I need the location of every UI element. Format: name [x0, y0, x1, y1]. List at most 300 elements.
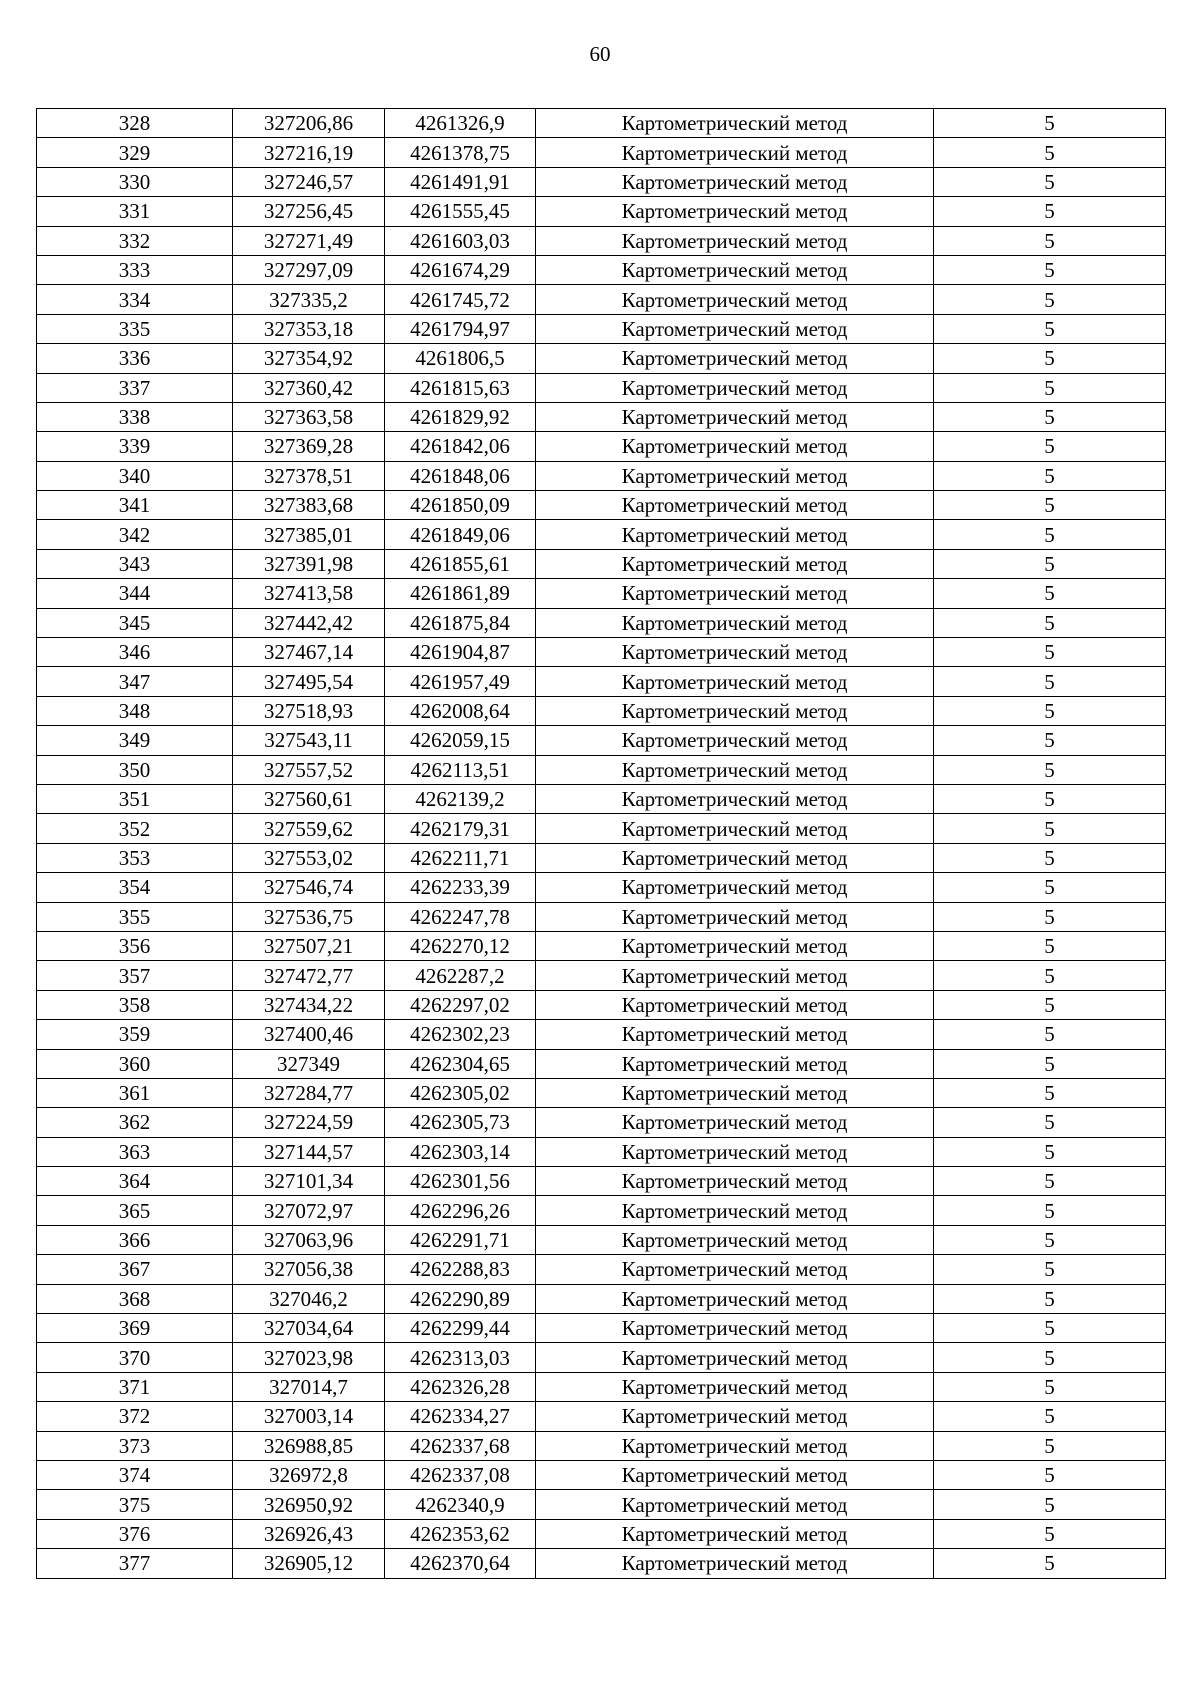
accuracy-cell: 5 [934, 1519, 1166, 1548]
method-cell: Картометрический метод [536, 197, 934, 226]
method-cell: Картометрический метод [536, 1078, 934, 1107]
table-row [37, 638, 1166, 667]
point-number-cell: 333 [37, 255, 233, 284]
x-coordinate-cell: 327378,51 [233, 461, 385, 490]
table-row [37, 961, 1166, 990]
table-row [37, 990, 1166, 1019]
x-coordinate-cell: 327543,11 [233, 726, 385, 755]
x-coordinate-cell: 326926,43 [233, 1519, 385, 1548]
table-row [37, 1372, 1166, 1401]
accuracy-cell: 5 [934, 990, 1166, 1019]
y-coordinate-cell: 4261957,49 [385, 667, 536, 696]
accuracy-cell: 5 [934, 1314, 1166, 1343]
x-coordinate-cell: 327046,2 [233, 1284, 385, 1313]
point-number-cell: 351 [37, 784, 233, 813]
method-cell: Картометрический метод [536, 314, 934, 343]
x-coordinate-cell: 327023,98 [233, 1343, 385, 1372]
point-number-cell: 330 [37, 167, 233, 196]
method-cell: Картометрический метод [536, 667, 934, 696]
point-number-cell: 336 [37, 344, 233, 373]
point-number-cell: 332 [37, 226, 233, 255]
accuracy-cell: 5 [934, 344, 1166, 373]
x-coordinate-cell: 327546,74 [233, 873, 385, 902]
point-number-cell: 372 [37, 1402, 233, 1431]
accuracy-cell: 5 [934, 784, 1166, 813]
point-number-cell: 377 [37, 1549, 233, 1578]
x-coordinate-cell: 327014,7 [233, 1372, 385, 1401]
accuracy-cell: 5 [934, 961, 1166, 990]
x-coordinate-cell: 326950,92 [233, 1490, 385, 1519]
accuracy-cell: 5 [934, 843, 1166, 872]
point-number-cell: 375 [37, 1490, 233, 1519]
point-number-cell: 356 [37, 931, 233, 960]
method-cell: Картометрический метод [536, 1460, 934, 1489]
accuracy-cell: 5 [934, 755, 1166, 784]
accuracy-cell: 5 [934, 461, 1166, 490]
method-cell: Картометрический метод [536, 432, 934, 461]
x-coordinate-cell: 327003,14 [233, 1402, 385, 1431]
y-coordinate-cell: 4262296,26 [385, 1196, 536, 1225]
point-number-cell: 346 [37, 638, 233, 667]
x-coordinate-cell: 327216,19 [233, 138, 385, 167]
y-coordinate-cell: 4262313,03 [385, 1343, 536, 1372]
point-number-cell: 341 [37, 491, 233, 520]
x-coordinate-cell: 327363,58 [233, 402, 385, 431]
y-coordinate-cell: 4262301,56 [385, 1167, 536, 1196]
x-coordinate-cell: 327369,28 [233, 432, 385, 461]
y-coordinate-cell: 4262008,64 [385, 696, 536, 725]
method-cell: Картометрический метод [536, 726, 934, 755]
x-coordinate-cell: 327297,09 [233, 255, 385, 284]
table-row [37, 1049, 1166, 1078]
y-coordinate-cell: 4261904,87 [385, 638, 536, 667]
point-number-cell: 348 [37, 696, 233, 725]
method-cell: Картометрический метод [536, 579, 934, 608]
x-coordinate-cell: 327413,58 [233, 579, 385, 608]
accuracy-cell: 5 [934, 873, 1166, 902]
table-row [37, 314, 1166, 343]
x-coordinate-cell: 326988,85 [233, 1431, 385, 1460]
method-cell: Картометрический метод [536, 1020, 934, 1049]
table-row [37, 167, 1166, 196]
y-coordinate-cell: 4261861,89 [385, 579, 536, 608]
table-row [37, 755, 1166, 784]
method-cell: Картометрический метод [536, 608, 934, 637]
accuracy-cell: 5 [934, 491, 1166, 520]
point-number-cell: 345 [37, 608, 233, 637]
y-coordinate-cell: 4262211,71 [385, 843, 536, 872]
method-cell: Картометрический метод [536, 549, 934, 578]
accuracy-cell: 5 [934, 1196, 1166, 1225]
x-coordinate-cell: 327224,59 [233, 1108, 385, 1137]
method-cell: Картометрический метод [536, 638, 934, 667]
accuracy-cell: 5 [934, 314, 1166, 343]
y-coordinate-cell: 4261849,06 [385, 520, 536, 549]
y-coordinate-cell: 4261491,91 [385, 167, 536, 196]
x-coordinate-cell: 327536,75 [233, 902, 385, 931]
table-row [37, 549, 1166, 578]
x-coordinate-cell: 327246,57 [233, 167, 385, 196]
method-cell: Картометрический метод [536, 491, 934, 520]
accuracy-cell: 5 [934, 931, 1166, 960]
y-coordinate-cell: 4262288,83 [385, 1255, 536, 1284]
accuracy-cell: 5 [934, 1372, 1166, 1401]
method-cell: Картометрический метод [536, 1372, 934, 1401]
y-coordinate-cell: 4262305,02 [385, 1078, 536, 1107]
x-coordinate-cell: 327284,77 [233, 1078, 385, 1107]
table-row [37, 696, 1166, 725]
y-coordinate-cell: 4261848,06 [385, 461, 536, 490]
point-number-cell: 349 [37, 726, 233, 755]
y-coordinate-cell: 4261855,61 [385, 549, 536, 578]
method-cell: Картометрический метод [536, 285, 934, 314]
point-number-cell: 334 [37, 285, 233, 314]
table-row [37, 1314, 1166, 1343]
point-number-cell: 342 [37, 520, 233, 549]
y-coordinate-cell: 4262287,2 [385, 961, 536, 990]
x-coordinate-cell: 327360,42 [233, 373, 385, 402]
table-row [37, 1519, 1166, 1548]
table-row [37, 1137, 1166, 1166]
accuracy-cell: 5 [934, 1049, 1166, 1078]
y-coordinate-cell: 4262059,15 [385, 726, 536, 755]
y-coordinate-cell: 4262340,9 [385, 1490, 536, 1519]
y-coordinate-cell: 4262326,28 [385, 1372, 536, 1401]
method-cell: Картометрический метод [536, 1431, 934, 1460]
point-number-cell: 337 [37, 373, 233, 402]
table-row [37, 344, 1166, 373]
y-coordinate-cell: 4262247,78 [385, 902, 536, 931]
point-number-cell: 358 [37, 990, 233, 1019]
accuracy-cell: 5 [934, 696, 1166, 725]
x-coordinate-cell: 327495,54 [233, 667, 385, 696]
accuracy-cell: 5 [934, 814, 1166, 843]
accuracy-cell: 5 [934, 1108, 1166, 1137]
x-coordinate-cell: 327553,02 [233, 843, 385, 872]
point-number-cell: 354 [37, 873, 233, 902]
table-row [37, 1402, 1166, 1431]
y-coordinate-cell: 4262233,39 [385, 873, 536, 902]
table-row [37, 667, 1166, 696]
method-cell: Картометрический метод [536, 1284, 934, 1313]
y-coordinate-cell: 4262270,12 [385, 931, 536, 960]
accuracy-cell: 5 [934, 167, 1166, 196]
table-row [37, 109, 1166, 138]
x-coordinate-cell: 327472,77 [233, 961, 385, 990]
table-row [37, 461, 1166, 490]
y-coordinate-cell: 4261603,03 [385, 226, 536, 255]
accuracy-cell: 5 [934, 138, 1166, 167]
table-row [37, 608, 1166, 637]
point-number-cell: 371 [37, 1372, 233, 1401]
y-coordinate-cell: 4261794,97 [385, 314, 536, 343]
x-coordinate-cell: 327034,64 [233, 1314, 385, 1343]
point-number-cell: 357 [37, 961, 233, 990]
x-coordinate-cell: 327271,49 [233, 226, 385, 255]
y-coordinate-cell: 4261378,75 [385, 138, 536, 167]
table-body [37, 109, 1166, 1579]
page-number: 60 [589, 42, 611, 66]
x-coordinate-cell: 327557,52 [233, 755, 385, 784]
method-cell: Картометрический метод [536, 167, 934, 196]
accuracy-cell: 5 [934, 1549, 1166, 1578]
x-coordinate-cell: 327072,97 [233, 1196, 385, 1225]
method-cell: Картометрический метод [536, 373, 934, 402]
x-coordinate-cell: 327056,38 [233, 1255, 385, 1284]
x-coordinate-cell: 327353,18 [233, 314, 385, 343]
table-row [37, 138, 1166, 167]
x-coordinate-cell: 327560,61 [233, 784, 385, 813]
point-number-cell: 338 [37, 402, 233, 431]
method-cell: Картометрический метод [536, 255, 934, 284]
method-cell: Картометрический метод [536, 1049, 934, 1078]
accuracy-cell: 5 [934, 1431, 1166, 1460]
point-number-cell: 370 [37, 1343, 233, 1372]
x-coordinate-cell: 327349 [233, 1049, 385, 1078]
method-cell: Картометрический метод [536, 1402, 934, 1431]
method-cell: Картометрический метод [536, 520, 934, 549]
method-cell: Картометрический метод [536, 138, 934, 167]
table-row [37, 1460, 1166, 1489]
method-cell: Картометрический метод [536, 1225, 934, 1254]
accuracy-cell: 5 [934, 1137, 1166, 1166]
table-row [37, 873, 1166, 902]
accuracy-cell: 5 [934, 902, 1166, 931]
accuracy-cell: 5 [934, 255, 1166, 284]
accuracy-cell: 5 [934, 667, 1166, 696]
table-row [37, 843, 1166, 872]
y-coordinate-cell: 4262370,64 [385, 1549, 536, 1578]
accuracy-cell: 5 [934, 402, 1166, 431]
y-coordinate-cell: 4261674,29 [385, 255, 536, 284]
y-coordinate-cell: 4262303,14 [385, 1137, 536, 1166]
coordinates-table [36, 108, 1166, 1579]
table-row [37, 1431, 1166, 1460]
y-coordinate-cell: 4262302,23 [385, 1020, 536, 1049]
accuracy-cell: 5 [934, 520, 1166, 549]
table-row [37, 726, 1166, 755]
point-number-cell: 364 [37, 1167, 233, 1196]
method-cell: Картометрический метод [536, 226, 934, 255]
table-row [37, 579, 1166, 608]
point-number-cell: 367 [37, 1255, 233, 1284]
accuracy-cell: 5 [934, 197, 1166, 226]
y-coordinate-cell: 4262139,2 [385, 784, 536, 813]
method-cell: Картометрический метод [536, 1343, 934, 1372]
point-number-cell: 355 [37, 902, 233, 931]
method-cell: Картометрический метод [536, 784, 934, 813]
accuracy-cell: 5 [934, 1490, 1166, 1519]
x-coordinate-cell: 327518,93 [233, 696, 385, 725]
point-number-cell: 373 [37, 1431, 233, 1460]
accuracy-cell: 5 [934, 1020, 1166, 1049]
table-row [37, 432, 1166, 461]
x-coordinate-cell: 327391,98 [233, 549, 385, 578]
point-number-cell: 329 [37, 138, 233, 167]
table-row [37, 1167, 1166, 1196]
point-number-cell: 366 [37, 1225, 233, 1254]
method-cell: Картометрический метод [536, 1196, 934, 1225]
y-coordinate-cell: 4262337,08 [385, 1460, 536, 1489]
accuracy-cell: 5 [934, 1225, 1166, 1254]
method-cell: Картометрический метод [536, 873, 934, 902]
method-cell: Картометрический метод [536, 961, 934, 990]
point-number-cell: 350 [37, 755, 233, 784]
point-number-cell: 359 [37, 1020, 233, 1049]
method-cell: Картометрический метод [536, 109, 934, 138]
table-row [37, 1343, 1166, 1372]
point-number-cell: 328 [37, 109, 233, 138]
y-coordinate-cell: 4262290,89 [385, 1284, 536, 1313]
point-number-cell: 340 [37, 461, 233, 490]
method-cell: Картометрический метод [536, 755, 934, 784]
x-coordinate-cell: 327354,92 [233, 344, 385, 373]
accuracy-cell: 5 [934, 432, 1166, 461]
x-coordinate-cell: 327383,68 [233, 491, 385, 520]
y-coordinate-cell: 4261815,63 [385, 373, 536, 402]
x-coordinate-cell: 327206,86 [233, 109, 385, 138]
point-number-cell: 369 [37, 1314, 233, 1343]
method-cell: Картометрический метод [536, 990, 934, 1019]
x-coordinate-cell: 327559,62 [233, 814, 385, 843]
accuracy-cell: 5 [934, 1167, 1166, 1196]
y-coordinate-cell: 4261326,9 [385, 109, 536, 138]
y-coordinate-cell: 4262305,73 [385, 1108, 536, 1137]
y-coordinate-cell: 4262113,51 [385, 755, 536, 784]
y-coordinate-cell: 4261806,5 [385, 344, 536, 373]
point-number-cell: 343 [37, 549, 233, 578]
y-coordinate-cell: 4261842,06 [385, 432, 536, 461]
point-number-cell: 339 [37, 432, 233, 461]
x-coordinate-cell: 327144,57 [233, 1137, 385, 1166]
accuracy-cell: 5 [934, 1402, 1166, 1431]
x-coordinate-cell: 327335,2 [233, 285, 385, 314]
accuracy-cell: 5 [934, 549, 1166, 578]
method-cell: Картометрический метод [536, 1255, 934, 1284]
method-cell: Картометрический метод [536, 902, 934, 931]
x-coordinate-cell: 327467,14 [233, 638, 385, 667]
accuracy-cell: 5 [934, 1343, 1166, 1372]
accuracy-cell: 5 [934, 109, 1166, 138]
method-cell: Картометрический метод [536, 931, 934, 960]
y-coordinate-cell: 4262334,27 [385, 1402, 536, 1431]
x-coordinate-cell: 327400,46 [233, 1020, 385, 1049]
table-row [37, 373, 1166, 402]
y-coordinate-cell: 4261850,09 [385, 491, 536, 520]
point-number-cell: 368 [37, 1284, 233, 1313]
table-row [37, 931, 1166, 960]
accuracy-cell: 5 [934, 1255, 1166, 1284]
table-row [37, 1549, 1166, 1578]
accuracy-cell: 5 [934, 726, 1166, 755]
method-cell: Картометрический метод [536, 1137, 934, 1166]
table-row [37, 1020, 1166, 1049]
method-cell: Картометрический метод [536, 1490, 934, 1519]
point-number-cell: 362 [37, 1108, 233, 1137]
method-cell: Картометрический метод [536, 1519, 934, 1548]
y-coordinate-cell: 4262291,71 [385, 1225, 536, 1254]
point-number-cell: 363 [37, 1137, 233, 1166]
table-row [37, 1255, 1166, 1284]
point-number-cell: 374 [37, 1460, 233, 1489]
y-coordinate-cell: 4262304,65 [385, 1049, 536, 1078]
accuracy-cell: 5 [934, 285, 1166, 314]
table-row [37, 226, 1166, 255]
accuracy-cell: 5 [934, 638, 1166, 667]
method-cell: Картометрический метод [536, 461, 934, 490]
accuracy-cell: 5 [934, 579, 1166, 608]
method-cell: Картометрический метод [536, 1549, 934, 1578]
point-number-cell: 331 [37, 197, 233, 226]
table-row [37, 902, 1166, 931]
accuracy-cell: 5 [934, 1460, 1166, 1489]
y-coordinate-cell: 4261829,92 [385, 402, 536, 431]
y-coordinate-cell: 4262297,02 [385, 990, 536, 1019]
table-row [37, 1196, 1166, 1225]
y-coordinate-cell: 4261745,72 [385, 285, 536, 314]
table-row [37, 784, 1166, 813]
y-coordinate-cell: 4262353,62 [385, 1519, 536, 1548]
accuracy-cell: 5 [934, 608, 1166, 637]
table-row [37, 1490, 1166, 1519]
x-coordinate-cell: 326905,12 [233, 1549, 385, 1578]
method-cell: Картометрический метод [536, 1314, 934, 1343]
y-coordinate-cell: 4262179,31 [385, 814, 536, 843]
method-cell: Картометрический метод [536, 696, 934, 725]
table-row [37, 285, 1166, 314]
table-row [37, 814, 1166, 843]
accuracy-cell: 5 [934, 373, 1166, 402]
table-row [37, 1108, 1166, 1137]
method-cell: Картометрический метод [536, 344, 934, 373]
method-cell: Картометрический метод [536, 402, 934, 431]
y-coordinate-cell: 4262337,68 [385, 1431, 536, 1460]
accuracy-cell: 5 [934, 226, 1166, 255]
point-number-cell: 335 [37, 314, 233, 343]
table-row [37, 402, 1166, 431]
point-number-cell: 347 [37, 667, 233, 696]
point-number-cell: 361 [37, 1078, 233, 1107]
x-coordinate-cell: 326972,8 [233, 1460, 385, 1489]
x-coordinate-cell: 327507,21 [233, 931, 385, 960]
y-coordinate-cell: 4262299,44 [385, 1314, 536, 1343]
method-cell: Картометрический метод [536, 1108, 934, 1137]
x-coordinate-cell: 327385,01 [233, 520, 385, 549]
point-number-cell: 360 [37, 1049, 233, 1078]
method-cell: Картометрический метод [536, 843, 934, 872]
point-number-cell: 365 [37, 1196, 233, 1225]
point-number-cell: 353 [37, 843, 233, 872]
table-row [37, 1225, 1166, 1254]
table-row [37, 520, 1166, 549]
table-row [37, 197, 1166, 226]
x-coordinate-cell: 327434,22 [233, 990, 385, 1019]
table-row [37, 1078, 1166, 1107]
x-coordinate-cell: 327442,42 [233, 608, 385, 637]
accuracy-cell: 5 [934, 1078, 1166, 1107]
x-coordinate-cell: 327256,45 [233, 197, 385, 226]
point-number-cell: 376 [37, 1519, 233, 1548]
table-row [37, 1284, 1166, 1313]
accuracy-cell: 5 [934, 1284, 1166, 1313]
x-coordinate-cell: 327063,96 [233, 1225, 385, 1254]
y-coordinate-cell: 4261555,45 [385, 197, 536, 226]
x-coordinate-cell: 327101,34 [233, 1167, 385, 1196]
point-number-cell: 352 [37, 814, 233, 843]
method-cell: Картометрический метод [536, 1167, 934, 1196]
table-row [37, 491, 1166, 520]
point-number-cell: 344 [37, 579, 233, 608]
